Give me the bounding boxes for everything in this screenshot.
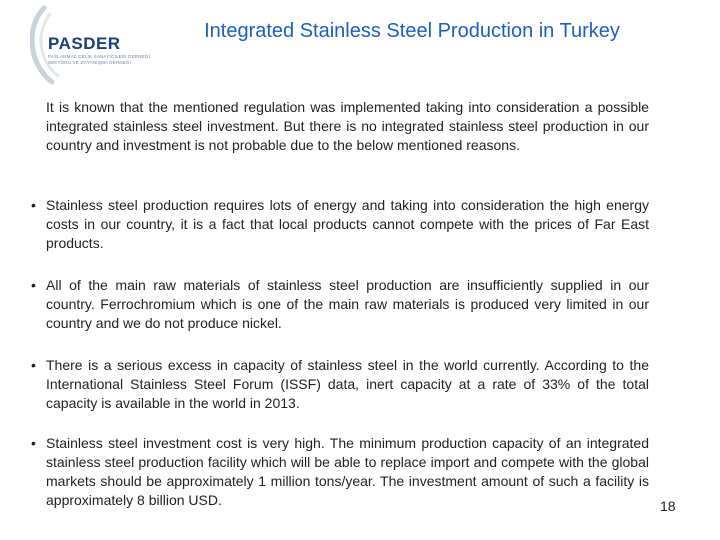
logo-subtitle: PASLANMAZ ÇELİK SANAYİCİLERİ DERNEĞİ SEKTÖRÜ VE DAYANIŞMA DERNEĞİ bbox=[48, 54, 151, 65]
bullet-symbol: • bbox=[31, 435, 36, 451]
bullet-symbol: • bbox=[31, 277, 36, 293]
list-item bbox=[31, 434, 649, 510]
bullet-text: Stainless steel production requires lots of energy and taking into consideration the high energy costs in our country, it is a fact that local products cannot compete with the prices of Far East products. bbox=[46, 197, 649, 251]
bullet-text: All of the main raw materials of stainless steel production are insufficiently supplied in our country. Ferrochromium which is one of the main raw materials is produced very limited in our country and we do not produce nickel. bbox=[46, 277, 649, 331]
page-number: 18 bbox=[660, 498, 676, 514]
bullet-symbol: • bbox=[31, 357, 36, 373]
list-item bbox=[31, 276, 649, 333]
bullet-text: Stainless steel investment cost is very high. The minimum production capacity of an integrated stainless steel production facility which will be able to replace import and compete with the global markets should be approximately 1 million tons/year. The investment amount of such a facility is approximately 8 billion USD. bbox=[46, 435, 649, 508]
bullet-text: There is a serious excess in capacity of stainless steel in the world currently. According to the International Stainless Steel Forum (ISSF) data, inert capacity at a rate of 33% of the total capacity is available in the world in 2013. bbox=[46, 357, 649, 411]
intro-paragraph: It is known that the mentioned regulation was implemented taking into consideration a possible integrated stainless steel investment. But there is no integrated stainless steel production in our country and investment is not probable due to the below mentioned reasons. bbox=[46, 99, 649, 153]
list-item bbox=[31, 196, 649, 253]
pasder-logo bbox=[30, 4, 170, 86]
bullet-symbol: • bbox=[31, 197, 36, 213]
logo-wordmark: PASDER bbox=[48, 34, 121, 53]
page-title: Integrated Stainless Steel Production in Turkey bbox=[204, 20, 620, 42]
list-item bbox=[31, 356, 649, 413]
